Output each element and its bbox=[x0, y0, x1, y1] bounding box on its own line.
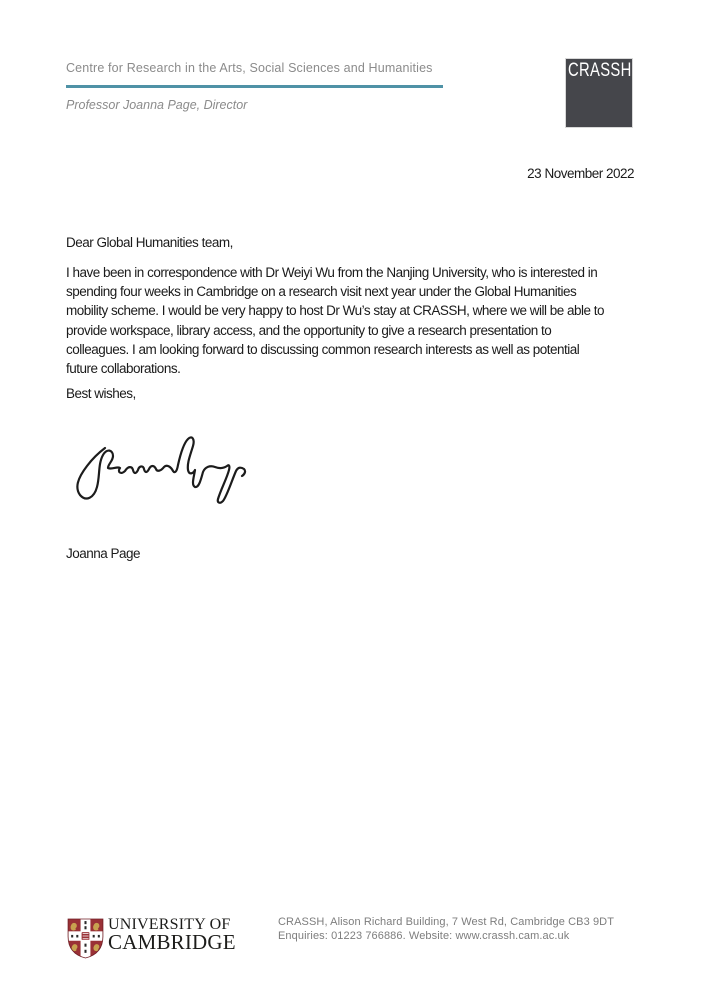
university-wordmark-line1: UNIVERSITY OF bbox=[108, 916, 231, 933]
director-line: Professor Joanna Page, Director bbox=[66, 98, 248, 112]
closing: Best wishes, bbox=[66, 386, 136, 401]
body-line: future collaborations. bbox=[66, 361, 181, 377]
header-rule bbox=[66, 85, 443, 88]
signature-stroke bbox=[77, 437, 245, 502]
centre-name: Centre for Research in the Arts, Social Sciences and Humanities bbox=[66, 61, 433, 75]
letter-body bbox=[66, 263, 604, 378]
cambridge-shield-icon bbox=[67, 918, 104, 959]
salutation: Dear Global Humanities team, bbox=[66, 235, 233, 250]
letter-date: 23 November 2022 bbox=[527, 166, 634, 181]
crassh-logo bbox=[565, 58, 633, 128]
body-line: provide workspace, library access, and the opportunity to give a research presentation to bbox=[66, 322, 552, 338]
footer-address-line2: Enquiries: 01223 766886. Website: www.crassh.cam.ac.uk bbox=[278, 929, 570, 942]
crassh-logo-text: CRASSH bbox=[568, 59, 632, 81]
signatory-name: Joanna Page bbox=[66, 546, 141, 561]
signature-image bbox=[60, 425, 260, 520]
body-line: colleagues. I am looking forward to discussing common research interests as well as potential bbox=[66, 341, 580, 357]
footer-address-line1: CRASSH, Alison Richard Building, 7 West Rd, Cambridge CB3 9DT bbox=[278, 916, 615, 928]
body-line: mobility scheme. I would be very happy to host Dr Wu’s stay at CRASSH, where we will be able to bbox=[66, 303, 605, 319]
footer-address bbox=[278, 916, 614, 943]
body-line: I have been in correspondence with Dr Weiyi Wu from the Nanjing University, who is interested in bbox=[66, 265, 598, 280]
university-wordmark-line2: CAMBRIDGE bbox=[108, 930, 236, 954]
body-line: spending four weeks in Cambridge on a research visit next year under the Global Humanities bbox=[66, 284, 577, 300]
